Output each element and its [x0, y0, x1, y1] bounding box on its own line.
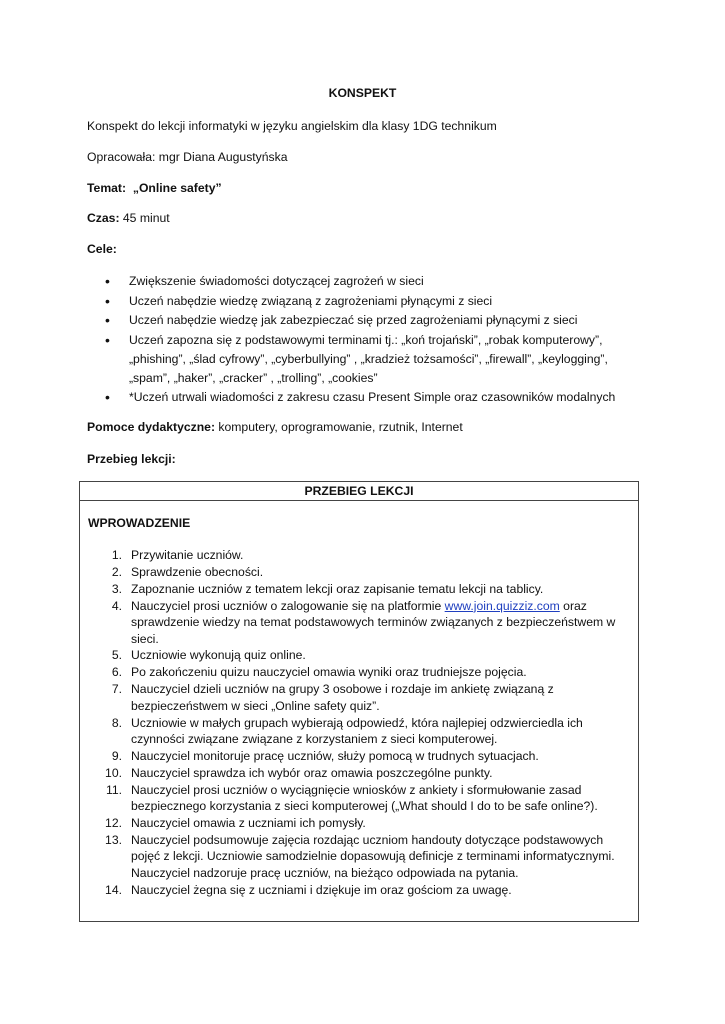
time-line	[87, 211, 170, 225]
step-item	[88, 815, 624, 831]
step-text-pre: Nauczyciel prosi uczniów o zalogowanie się na platformie	[131, 598, 445, 613]
step-number: 5.	[111, 648, 122, 663]
goal-item: • Uczeń zapozna się z podstawowymi terminami tj.: „koń trojański”, „robak komputerowy”, „phishing”, „ślad cyfrowy”, „cyberbullying” , „kradzież tożsamości”, „firewall”, „keylogging”, „spam”, „haker”, „cracker” , „trolling”, „cookies”	[87, 331, 647, 388]
course-label: Przebieg lekcji:	[87, 452, 176, 466]
step-item	[88, 564, 624, 580]
step-item	[88, 782, 624, 815]
step-item	[88, 547, 624, 563]
step-item	[88, 765, 624, 781]
author-line: Opracowała: mgr Diana Augustyńska	[87, 150, 288, 164]
step-item	[88, 715, 624, 748]
goal-item: • Uczeń nabędzie wiedzę związaną z zagrożeniami płynącymi z sieci	[87, 292, 647, 311]
step-text: Sprawdzenie obecności.	[131, 564, 264, 579]
step-item	[88, 581, 624, 597]
step-number: 2.	[111, 564, 122, 579]
steps-list	[88, 547, 624, 899]
step-text: Nauczyciel podsumowuje zajęcia rozdając uczniom handouty dotyczące podstawowych pojęć z lekcji. Uczniowie samodzielnie dopasowują definicje z terminami informatycznymi. Nauczyciel nadzoruje pracę uczniów, na bieżąco odpowiada na pytania.	[131, 832, 615, 880]
step-number: 7.	[111, 682, 122, 697]
step-number: 3.	[111, 581, 122, 596]
step-number: 13.	[105, 832, 122, 847]
step-text: Przywitanie uczniów.	[131, 548, 244, 562]
topic-value: „Online safety”	[132, 181, 222, 195]
time-label: Czas:	[87, 211, 120, 225]
step-text-post: oraz sprawdzenie wiedzy na temat podstawowych terminów związanych z bezpieczeństwem w sieci.	[131, 598, 616, 646]
aids-value: komputery, oprogramowanie, rzutnik, Internet	[218, 420, 463, 434]
step-item	[88, 598, 624, 647]
step-text: Nauczyciel omawia z uczniami ich pomysły.	[131, 816, 366, 830]
goal-item: • *Uczeń utrwali wiadomości z zakresu czasu Present Simple oraz czasowników modalnych	[87, 388, 647, 407]
goals-label: Cele:	[87, 242, 117, 256]
document-title: KONSPEKT	[328, 86, 397, 100]
goal-item: • Uczeń nabędzie wiedzę jak zabezpieczać się przed zagrożeniami płynącymi z sieci	[87, 311, 647, 330]
aids-label: Pomoce dydaktyczne:	[87, 420, 216, 434]
step-item	[88, 664, 624, 680]
document-subtitle: Konspekt do lekcji informatyki w języku angielskim dla klasy 1DG technikum	[87, 119, 497, 133]
step-number: 4.	[111, 598, 122, 613]
lesson-table	[79, 481, 639, 922]
step-number: 10.	[105, 765, 122, 780]
step-number: 9.	[111, 748, 122, 763]
step-text: Po zakończeniu quizu nauczyciel omawia wyniki oraz trudniejsze pojęcia.	[131, 665, 527, 680]
step-item	[88, 748, 624, 764]
goals-list	[87, 272, 647, 408]
step-item	[88, 681, 624, 714]
step-text: Zapoznanie uczniów z tematem lekcji oraz zapisanie tematu lekcji na tablicy.	[131, 581, 544, 596]
step-text: Nauczyciel sprawdza ich wybór oraz omawia poszczególne punkty.	[131, 765, 493, 780]
section-title: WPROWADZENIE	[88, 516, 191, 530]
quiz-platform-link[interactable]: www.join.quizziz.com	[444, 598, 560, 613]
step-item	[88, 647, 624, 663]
table-header: PRZEBIEG LEKCJI	[80, 482, 638, 501]
step-text: Uczniowie wykonują quiz online.	[131, 648, 306, 663]
step-item	[88, 882, 624, 898]
goal-item: • Zwiększenie świadomości dotyczącej zagrożeń w sieci	[87, 272, 647, 291]
step-number: 1.	[111, 548, 122, 562]
step-number: 11.	[105, 782, 122, 797]
time-value: 45 minut	[122, 211, 170, 225]
topic-line	[87, 181, 222, 195]
step-text: Nauczyciel dzieli uczniów na grupy 3 osobowe i rozdaje im ankietę związaną z bezpieczeństwem w sieci „Online safety quiz”.	[131, 682, 554, 713]
step-text: Nauczyciel monitoruje pracę uczniów, służy pomocą w trudnych sytuacjach.	[131, 748, 539, 763]
step-text: Uczniowie w małych grupach wybierają odpowiedź, która najlepiej odzwierciedla ich czynności związane związane z korzystaniem z sieci komputerowej.	[131, 715, 583, 746]
step-text: Nauczyciel prosi uczniów o wyciągnięcie wniosków z ankiety i sformułowanie zasad bezpiecznego korzystania z sieci komputerowej („What should I do to be safe online?).	[131, 782, 598, 814]
step-item	[88, 832, 624, 881]
step-number: 12.	[105, 816, 122, 830]
aids-line	[87, 420, 463, 434]
step-number: 14.	[105, 882, 122, 897]
step-number: 8.	[111, 715, 122, 730]
step-text: Nauczyciel żegna się z uczniami i dziękuje im oraz gościom za uwagę.	[131, 882, 512, 897]
step-number: 6.	[111, 665, 122, 680]
topic-label: Temat:	[87, 181, 127, 195]
